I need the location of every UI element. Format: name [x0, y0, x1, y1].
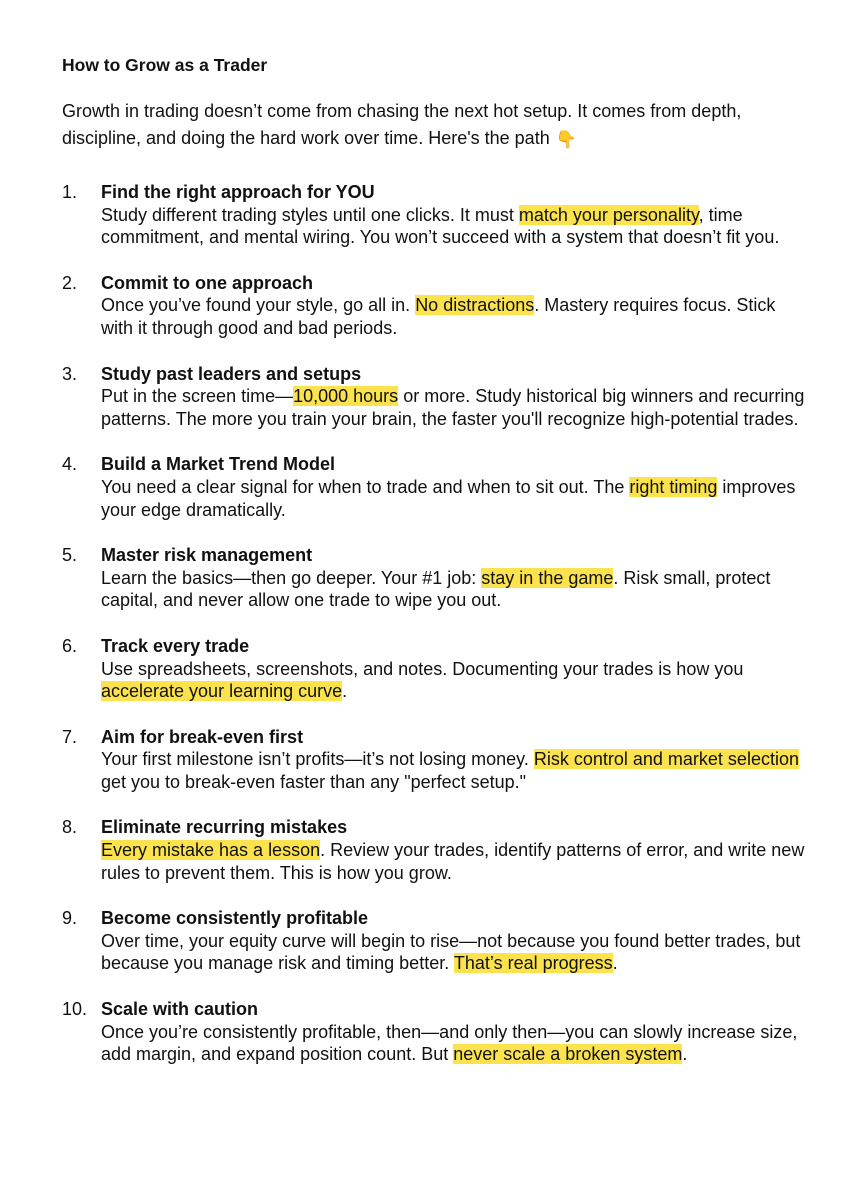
step-text-after: . Risk small, protect capital, and never allow one trade to wipe you out. — [101, 567, 771, 611]
step-highlight: right timing — [629, 476, 718, 497]
step-highlight: Every mistake has a lesson — [101, 840, 321, 861]
step-number: 1. — [62, 182, 78, 202]
steps-list — [62, 181, 809, 1066]
step-highlight: No distractions — [415, 295, 535, 316]
step-number: 8. — [62, 817, 78, 838]
step-body — [101, 839, 809, 884]
step-body — [101, 476, 809, 521]
intro-text: Growth in trading doesn’t come from chasing the next hot setup. It comes from depth, discipline, and doing the hard work over time. Here's the path — [62, 101, 742, 148]
step-text-after: get you to break-even faster than any "perfect setup." — [101, 771, 527, 792]
step-highlight: stay in the game — [481, 567, 614, 588]
step-text-before: Learn the basics—then go deeper. Your #1 job: — [101, 567, 482, 588]
step-item — [62, 453, 809, 521]
step-body — [101, 385, 809, 430]
step-item — [62, 816, 809, 884]
step-text-after: improves your edge dramatically. — [101, 476, 796, 520]
step-title: Commit to one approach — [101, 272, 314, 293]
step-highlight: 10,000 hours — [293, 386, 399, 407]
step-text-after: , time commitment, and mental wiring. You won’t succeed with a system that doesn’t fit you. — [101, 204, 780, 248]
step-number: 6. — [62, 635, 78, 656]
step-title: Become consistently profitable — [101, 908, 369, 929]
step-title: Aim for break-even first — [101, 726, 304, 747]
step-text-after: or more. Study historical big winners and recurring patterns. The more you train your brain, the faster you'll recognize high-potential trades. — [101, 386, 805, 429]
step-highlight: That’s real progress — [453, 953, 613, 974]
step-body — [101, 658, 809, 703]
step-item — [62, 181, 809, 249]
step-title: Eliminate recurring mistakes — [101, 817, 348, 838]
step-item — [62, 998, 809, 1066]
step-body — [101, 294, 809, 339]
step-body — [101, 1021, 809, 1066]
step-body — [101, 748, 809, 793]
step-highlight: never scale a broken system — [453, 1044, 683, 1065]
pointing-down-hand-icon: 👇 — [555, 130, 577, 149]
step-title: Scale with caution — [101, 999, 259, 1020]
step-text-before: Study different trading styles until one clicks. It must — [101, 204, 519, 225]
step-highlight: accelerate your learning curve — [101, 681, 343, 702]
step-number: 7. — [62, 726, 78, 747]
step-text-after: . — [342, 681, 348, 702]
step-text-before: Once you’ve found your style, go all in. — [101, 295, 416, 316]
step-number: 3. — [62, 363, 78, 384]
step-body — [101, 204, 809, 249]
step-text-after: . Mastery requires focus. Stick with it through good and bad periods. — [101, 295, 776, 338]
step-item — [62, 907, 809, 975]
step-item — [62, 635, 809, 703]
step-text-before: Over time, your equity curve will begin to rise—not because you found better trades, but because you manage risk and timing better. — [101, 930, 801, 974]
step-number: 5. — [62, 545, 78, 566]
step-number: 9. — [62, 908, 78, 929]
step-number: 10. — [62, 999, 88, 1020]
document-title: How to Grow as a Trader — [62, 55, 268, 75]
step-text-before: Once you’re consistently profitable, then—and only then—you can slowly increase size, add margin, and expand position count. But — [101, 1021, 798, 1065]
step-item — [62, 726, 809, 794]
step-body — [101, 930, 809, 975]
step-number: 2. — [62, 272, 78, 293]
step-body — [101, 567, 809, 612]
step-text-before: Your first milestone isn’t profits—it’s not losing money. — [101, 749, 534, 770]
step-text-after: . Review your trades, identify patterns of error, and write new rules to prevent them. This is how you grow. — [101, 840, 805, 883]
step-title: Find the right approach for YOU — [101, 182, 375, 202]
step-number: 4. — [62, 454, 78, 475]
step-text-after: . — [612, 953, 618, 974]
step-highlight: Risk control and market selection — [533, 749, 799, 770]
step-item — [62, 544, 809, 612]
step-text-after: . — [682, 1044, 688, 1065]
step-item — [62, 272, 809, 340]
step-highlight: match your personality — [518, 204, 699, 225]
step-item — [62, 363, 809, 431]
intro-paragraph — [62, 98, 809, 153]
step-text-before: Put in the screen time— — [101, 386, 294, 407]
step-title: Track every trade — [101, 635, 250, 656]
step-title: Study past leaders and setups — [101, 363, 362, 384]
step-title: Master risk management — [101, 545, 313, 566]
step-text-before: Use spreadsheets, screenshots, and notes. Documenting your trades is how you — [101, 658, 744, 679]
step-text-before: You need a clear signal for when to trade and when to sit out. The — [101, 476, 630, 497]
step-title: Build a Market Trend Model — [101, 454, 336, 475]
